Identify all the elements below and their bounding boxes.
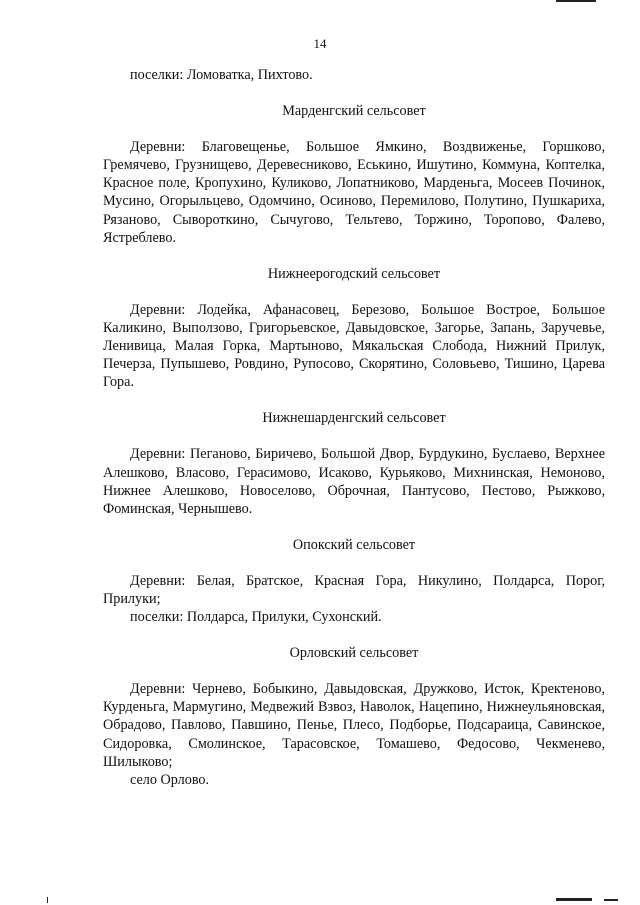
document-body <box>103 66 605 789</box>
village-seat-paragraph: село Орлово. <box>130 771 210 788</box>
section-heading-nizhneerogodsky: Нижнеерогодский сельсовет <box>267 265 441 282</box>
scan-artifact-bottom-left <box>47 897 48 903</box>
villages-paragraph: Деревни: Пеганово, Биричево, Большой Двор, Бурдукино, Буслаево, Верхнее Алешково, Власово, Герасимово, Исаково, Курьяково, Михнинская, Немоново, Нижнее Алешково, Новоселово, Оброчная, Пантусово, Пестово, Рыжково, Фоминская, Чернышево. <box>103 446 605 517</box>
settlements-paragraph: поселки: Полдарса, Прилуки, Сухонский. <box>130 609 382 626</box>
section-heading-nizhneshardengsky: Нижнешарденгский сельсовет <box>262 410 446 427</box>
villages-paragraph: Деревни: Чернево, Бобыкино, Давыдовская, Дружково, Исток, Кректеново, Курденьга, Мармугино, Медвежий Взвоз, Наволок, Нацепино, Нижнеульяновская, Обрадово, Павлово, Павшино, Пенье, Плесо, Подборье, Подсараица, Савинское, Сидоровка, Смолинское, Тарасовское, Томашево, Федосово, Чекменево, Шилыково; <box>103 681 605 770</box>
villages-paragraph: Деревни: Лодейка, Афанасовец, Березово, Большое Вострое, Большое Каликино, Выползово, Григорьевское, Давыдовское, Загорье, Запань, Заручевье, Ленивица, Малая Горка, Мартыново, Мякальская Слобода, Нижний Прилук, Печерза, Пупышево, Ровдино, Рупосово, Скорятино, Соловьево, Тишино, Царева Гора. <box>103 301 605 391</box>
settlements-paragraph: поселки: Ломоватка, Пихтово. <box>130 67 313 83</box>
scan-artifact-top <box>556 0 596 2</box>
villages-paragraph: Деревни: Благовещенье, Большое Ямкино, Воздвиженье, Горшково, Гремячево, Грузнищево, Деревесниково, Еськино, Ишутино, Коммуна, Коптелка, Красное поле, Кропухино, Куликово, Лопатниково, Марденьга, Мосеев Починок, Мусино, Огорыльцево, Одомчино, Осиново, Перемилово, Полутино, Пушкариха, Рязаново, Сывороткино, Сычугово, Тельтево, Торжино, Торопово, Фалево, Ястреблево. <box>103 139 605 246</box>
page-number: 14 <box>313 36 327 51</box>
villages-paragraph: Деревни: Белая, Братское, Красная Гора, Никулино, Полдарса, Порог, Прилуки; <box>103 572 605 607</box>
scan-artifact-bottom-right <box>556 898 592 901</box>
scan-artifact-bottom-right-dots <box>604 899 618 901</box>
section-heading-orlovsky: Орловский сельсовет <box>289 645 419 662</box>
section-heading-mardengsky: Марденгский сельсовет <box>282 103 426 120</box>
section-heading-opoksky: Опокский сельсовет <box>292 536 416 553</box>
